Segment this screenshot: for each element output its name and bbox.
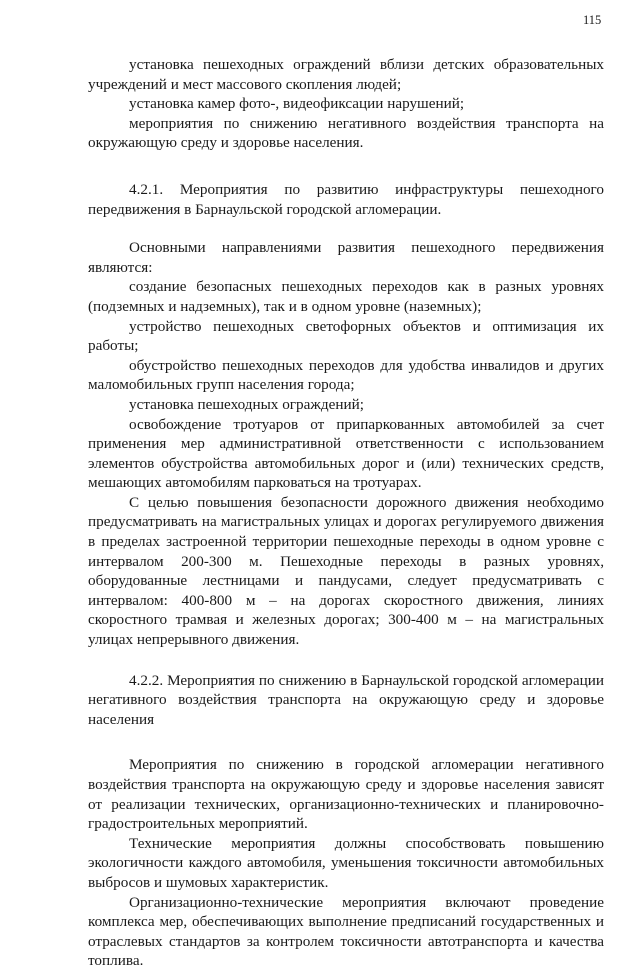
paragraph: Мероприятия по снижению в городской агломерации негативного воздействия транспорта на окружающую среду и здоровье населения зависят от реализации технических, организационно-технических и планировочно-градостроительных мероприятий.	[88, 756, 604, 833]
paragraph: Технические мероприятия должны способствовать повышению экологичности каждого автомобиля, уменьшения токсичности автомобильных выбросов и шумовых характеристик.	[88, 834, 604, 891]
list-item: устройство пешеходных светофорных объектов и оптимизация их работы;	[88, 317, 604, 355]
list-item: мероприятия по снижению негативного воздействия транспорта на окружающую среду и здоровье населения.	[88, 114, 604, 152]
section-heading-4-2-1: 4.2.1. Мероприятия по развитию инфраструктуры пешеходного передвижения в Барнаульской городской агломерации.	[88, 180, 604, 218]
list-item: создание безопасных пешеходных переходов как в разных уровнях (подземных и надземных), так и в одном уровне (наземных);	[88, 278, 604, 315]
page-number: 115	[583, 13, 602, 27]
paragraph-intro: Основными направлениями развития пешеходного передвижения являются:	[88, 239, 604, 276]
page-body	[88, 55, 604, 971]
list-item: установка пешеходных ограждений;	[129, 395, 364, 413]
paragraph: Организационно-технические мероприятия включают проведение комплекса мер, обеспечивающих выполнение предписаний государственных и отраслевых стандартов за контролем токсичности автотранспорта и качества топлива.	[88, 893, 604, 970]
list-item: установка пешеходных ограждений вблизи детских образовательных учреждений и мест массового скопления людей;	[88, 56, 604, 93]
list-item: освобождение тротуаров от припаркованных автомобилей за счет применения мер административной ответственности с использованием элементов обустройства автомобильных дорог и (или) технических средств, мешающих автомобилям парковаться на тротуарах.	[88, 415, 604, 492]
paragraph: С целью повышения безопасности дорожного движения необходимо предусматривать на магистральных улицах и дорогах регулируемого движения в пределах застроенной территории пешеходные переходы в одном уровне с интервалом 200-300 м. Пешеходные переходы в разных уровнях, оборудованные лестницами и пандусами, следует предусматривать с интервалом: 400-800 м – на дорогах скоростного движения, линиях скоростного трамвая и железных дорогах; 300-400 м – на магистральных улицах непрерывного движения.	[88, 493, 604, 649]
list-item: установка камер фото-, видеофиксации нарушений;	[129, 95, 465, 113]
section-heading-4-2-2: 4.2.2. Мероприятия по снижению в Барнаульской городской агломерации негативного воздействия транспорта на окружающую среду и здоровье населения	[88, 671, 604, 728]
list-item: обустройство пешеходных переходов для удобства инвалидов и других маломобильных групп населения города;	[88, 356, 604, 394]
